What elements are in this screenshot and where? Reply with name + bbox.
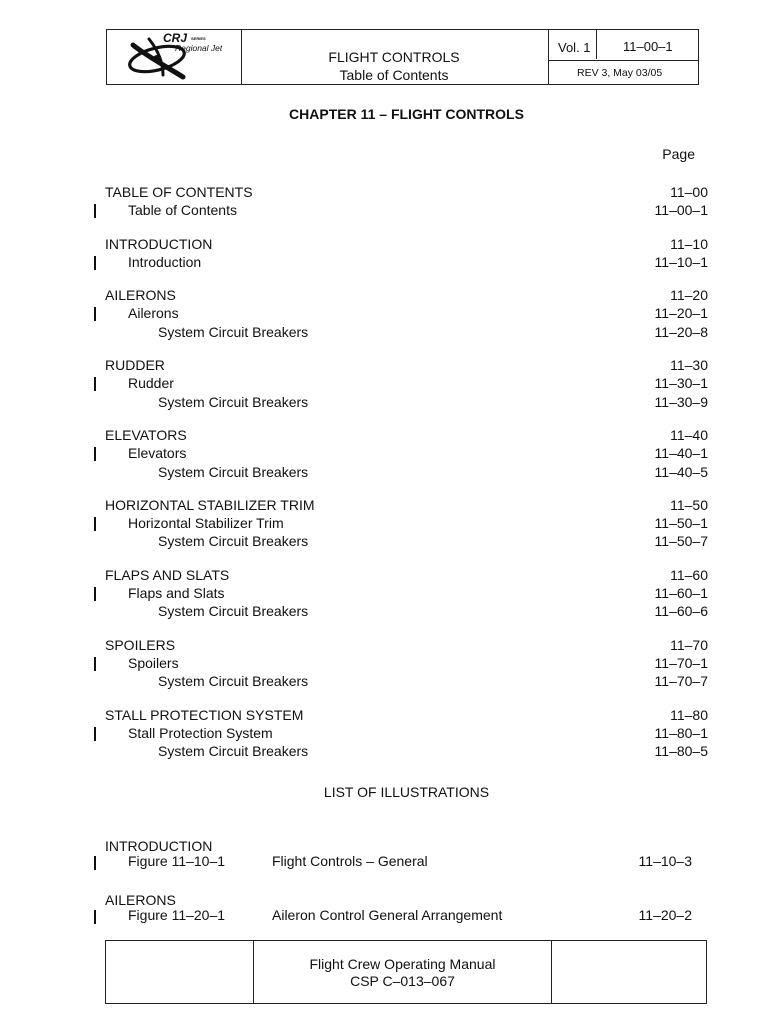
revision-bar bbox=[94, 727, 96, 741]
toc-section-heading bbox=[0, 183, 768, 201]
revision-bar bbox=[94, 856, 96, 870]
toc-section bbox=[0, 706, 768, 761]
toc-entry-page: 11–60–6 bbox=[654, 603, 708, 620]
document-header bbox=[106, 29, 699, 85]
list-of-illustrations bbox=[0, 838, 768, 946]
toc-entry-page: 11–20–8 bbox=[654, 323, 708, 340]
toc-section-title: AILERONS bbox=[105, 287, 176, 304]
illustration-figure-number: Figure 11–10–1 bbox=[128, 853, 226, 869]
crj-logo bbox=[123, 33, 235, 83]
toc-section-title: STALL PROTECTION SYSTEM bbox=[105, 706, 304, 723]
toc-entry bbox=[0, 654, 768, 672]
toc-entry-label: System Circuit Breakers bbox=[158, 743, 309, 760]
toc-section-heading bbox=[0, 706, 768, 724]
header-subtitle: Table of Contents bbox=[339, 67, 449, 83]
toc-entry-label: Flaps and Slats bbox=[128, 585, 225, 602]
brand-subtitle: Regional Jet bbox=[175, 43, 223, 53]
brand-name: CRJ bbox=[163, 31, 188, 45]
toc-section-title: SPOILERS bbox=[105, 636, 176, 653]
toc-entry-page: 11–50–1 bbox=[654, 515, 708, 532]
toc-entry-page: 11–70–1 bbox=[654, 654, 708, 671]
chapter-title: CHAPTER 11 – FLIGHT CONTROLS bbox=[289, 106, 524, 122]
toc-section bbox=[0, 356, 768, 411]
revision-bar bbox=[94, 377, 96, 391]
toc-section bbox=[0, 235, 768, 272]
toc-entry-page: 11–00–1 bbox=[654, 202, 708, 219]
toc-section-page: 11–40 bbox=[670, 426, 708, 443]
toc-section-heading bbox=[0, 636, 768, 654]
illustration-section: INTRODUCTION bbox=[105, 838, 213, 854]
revision-bar bbox=[94, 517, 96, 531]
toc-entry-label: System Circuit Breakers bbox=[158, 673, 309, 690]
toc-entry-label: System Circuit Breakers bbox=[158, 393, 309, 410]
toc-section-page: 11–10 bbox=[670, 235, 708, 252]
toc-entry bbox=[0, 724, 768, 742]
toc-section-heading bbox=[0, 426, 768, 444]
toc-section bbox=[0, 426, 768, 481]
toc-entry-label: Rudder bbox=[128, 375, 174, 392]
toc-section-page: 11–80 bbox=[670, 706, 708, 723]
toc-entry bbox=[0, 584, 768, 602]
header-divider bbox=[548, 60, 698, 61]
toc-section-page: 11–60 bbox=[670, 566, 708, 583]
toc-section bbox=[0, 496, 768, 551]
illustration-page: 11–10–3 bbox=[638, 853, 692, 869]
toc-entry bbox=[0, 374, 768, 392]
toc-entry-page: 11–40–5 bbox=[654, 463, 708, 480]
list-of-illustrations-title: LIST OF ILLUSTRATIONS bbox=[323, 784, 490, 800]
illustration-description: Flight Controls – General bbox=[272, 853, 428, 869]
toc-entry-page: 11–30–9 bbox=[654, 393, 708, 410]
toc-entry-label: System Circuit Breakers bbox=[158, 603, 309, 620]
page-column-header: Page bbox=[662, 146, 695, 162]
toc-entry bbox=[0, 602, 768, 620]
toc-entry bbox=[0, 742, 768, 760]
toc-entry-label: System Circuit Breakers bbox=[158, 463, 309, 480]
table-of-contents bbox=[0, 183, 768, 775]
toc-entry bbox=[0, 463, 768, 481]
illustration-description: Aileron Control General Arrangement bbox=[272, 907, 503, 923]
illustration-page: 11–20–2 bbox=[638, 907, 692, 923]
toc-section-page: 11–50 bbox=[670, 496, 708, 513]
toc-entry-page: 11–70–7 bbox=[654, 673, 708, 690]
toc-section-page: 11–70 bbox=[670, 636, 708, 653]
toc-entry-page: 11–80–1 bbox=[654, 724, 708, 741]
toc-section-title: TABLE OF CONTENTS bbox=[105, 184, 253, 200]
revision-label: REV 3, May 03/05 bbox=[577, 67, 663, 79]
revision-bar bbox=[94, 204, 96, 218]
toc-entry bbox=[0, 304, 768, 322]
document-footer bbox=[105, 940, 707, 1004]
toc-section-heading bbox=[0, 496, 768, 514]
toc-section-heading bbox=[0, 235, 768, 253]
toc-section bbox=[0, 636, 768, 691]
toc-entry bbox=[0, 253, 768, 271]
illustration-entry bbox=[0, 838, 768, 892]
toc-section-title: HORIZONTAL STABILIZER TRIM bbox=[105, 496, 315, 513]
toc-entry-page: 11–10–1 bbox=[654, 253, 708, 270]
toc-entry-label: Table of Contents bbox=[128, 202, 237, 219]
toc-section-page: 11–20 bbox=[670, 287, 708, 304]
footer-document-number: CSP C–013–067 bbox=[350, 973, 455, 989]
illustration-figure-number: Figure 11–20–1 bbox=[128, 907, 226, 923]
revision-bar bbox=[94, 307, 96, 321]
toc-entry bbox=[0, 532, 768, 550]
toc-entry bbox=[0, 201, 768, 219]
toc-section-title: FLAPS AND SLATS bbox=[105, 566, 230, 583]
footer-divider bbox=[551, 941, 552, 1003]
toc-entry-label: Introduction bbox=[128, 253, 202, 270]
revision-bar bbox=[94, 256, 96, 270]
toc-entry-page: 11–60–1 bbox=[654, 585, 708, 602]
toc-entry bbox=[0, 323, 768, 341]
toc-entry-label: Spoilers bbox=[128, 654, 179, 671]
toc-entry-label: Stall Protection System bbox=[128, 724, 273, 741]
toc-entry-page: 11–30–1 bbox=[654, 375, 708, 392]
toc-entry bbox=[0, 672, 768, 690]
toc-entry-page: 11–20–1 bbox=[654, 305, 708, 322]
toc-entry-label: Horizontal Stabilizer Trim bbox=[128, 515, 284, 532]
revision-bar bbox=[94, 657, 96, 671]
toc-entry bbox=[0, 444, 768, 462]
header-divider bbox=[548, 30, 549, 84]
toc-section-heading bbox=[0, 356, 768, 374]
revision-bar bbox=[94, 447, 96, 461]
volume-label: Vol. 1 bbox=[558, 40, 591, 55]
revision-bar bbox=[94, 910, 96, 924]
toc-section-title: ELEVATORS bbox=[105, 426, 187, 443]
toc-section bbox=[0, 286, 768, 341]
toc-entry-label: System Circuit Breakers bbox=[158, 323, 309, 340]
toc-section-page: 11–00 bbox=[670, 184, 708, 200]
toc-entry-page: 11–80–5 bbox=[654, 743, 708, 760]
toc-entry-label: System Circuit Breakers bbox=[158, 533, 309, 550]
header-divider bbox=[596, 30, 597, 59]
toc-section-heading bbox=[0, 566, 768, 584]
header-title: FLIGHT CONTROLS bbox=[328, 49, 460, 65]
toc-entry-page: 11–50–7 bbox=[654, 533, 708, 550]
page-reference: 11–00–1 bbox=[623, 39, 673, 54]
toc-section-title: INTRODUCTION bbox=[105, 235, 213, 252]
brand-series: SERIES bbox=[191, 36, 206, 41]
toc-section bbox=[0, 183, 768, 220]
toc-entry bbox=[0, 393, 768, 411]
toc-entry-label: Elevators bbox=[128, 445, 187, 462]
toc-section-title: RUDDER bbox=[105, 357, 165, 374]
toc-section-page: 11–30 bbox=[670, 357, 708, 374]
illustration-entry bbox=[0, 892, 768, 946]
footer-manual-title: Flight Crew Operating Manual bbox=[309, 956, 496, 972]
toc-section-heading bbox=[0, 286, 768, 304]
toc-entry-page: 11–40–1 bbox=[654, 445, 708, 462]
toc-entry bbox=[0, 514, 768, 532]
toc-section bbox=[0, 566, 768, 621]
revision-bar bbox=[94, 587, 96, 601]
illustration-section: AILERONS bbox=[105, 892, 176, 908]
toc-entry-label: Ailerons bbox=[128, 305, 179, 322]
